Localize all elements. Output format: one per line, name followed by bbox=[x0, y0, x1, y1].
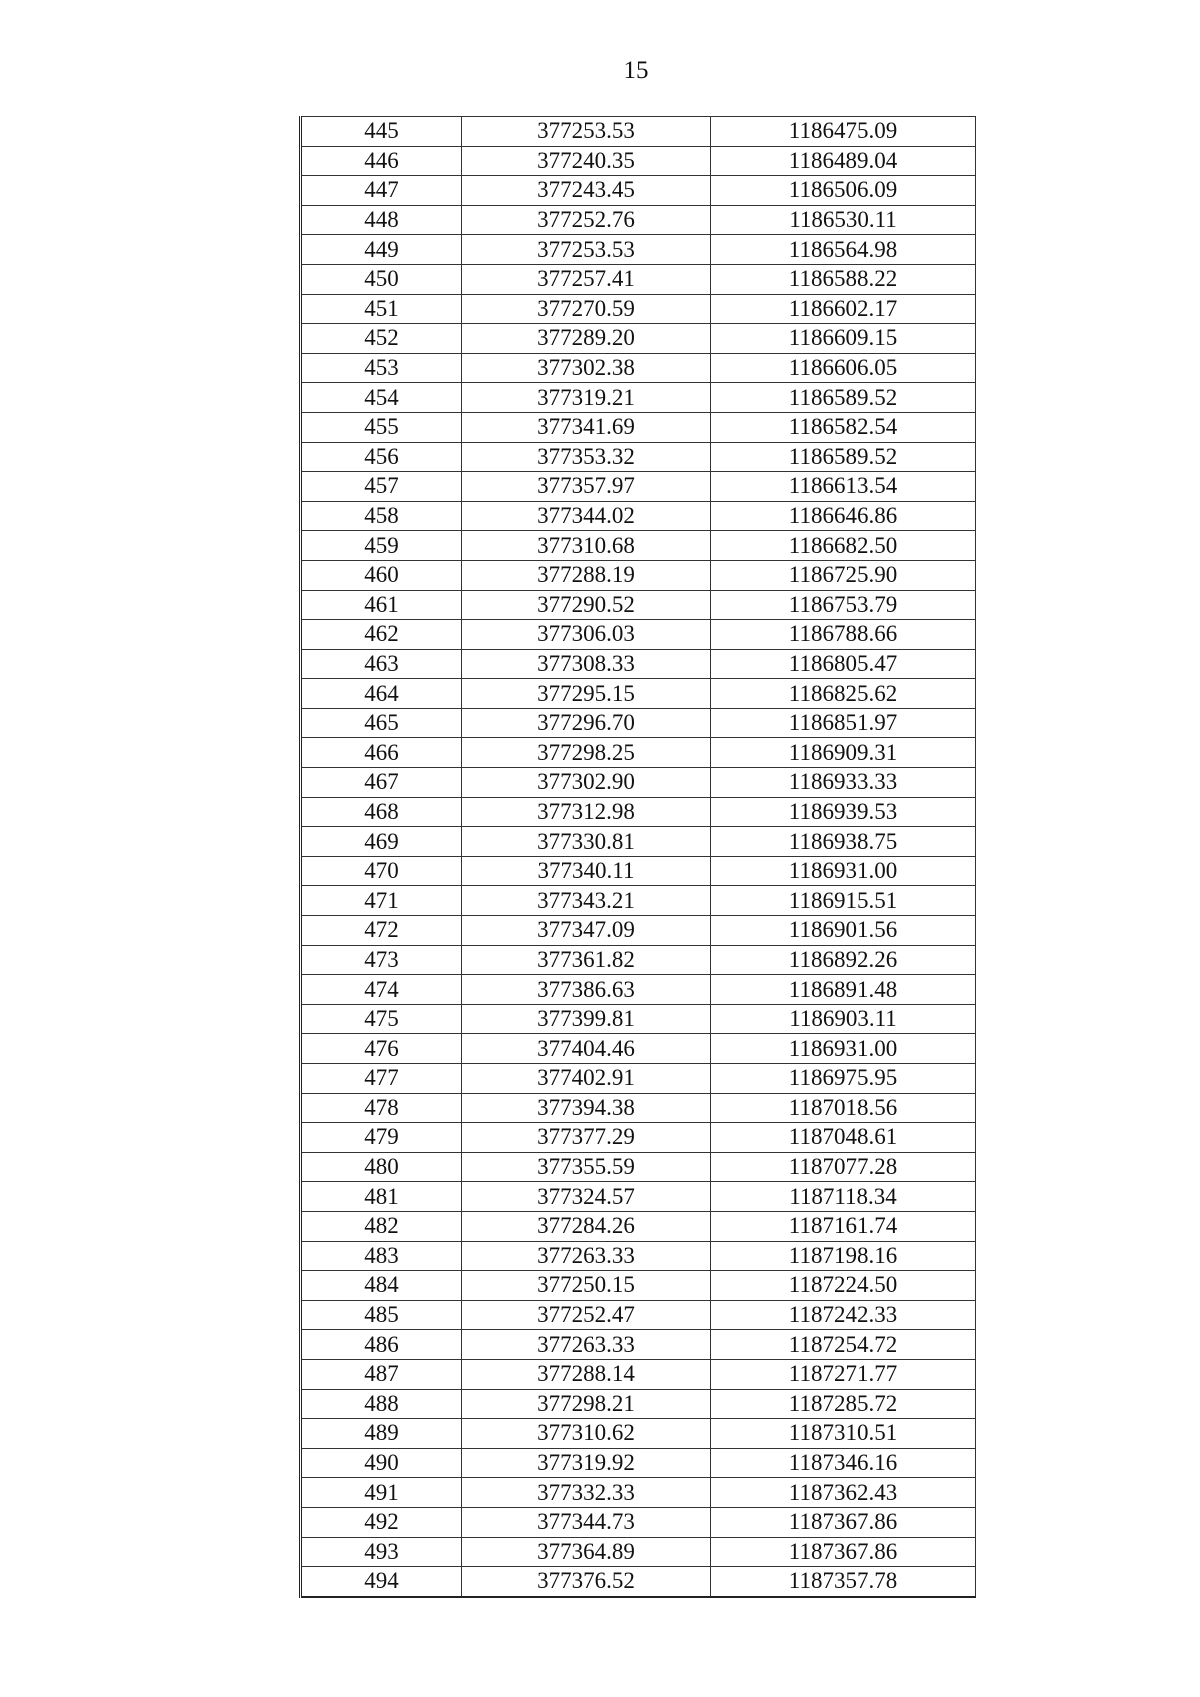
point-number-cell: 473 bbox=[301, 945, 462, 975]
point-number-cell: 488 bbox=[301, 1389, 462, 1419]
y-coordinate-cell: 1186489.04 bbox=[711, 146, 976, 176]
x-coordinate-cell: 377399.81 bbox=[462, 1004, 711, 1034]
table-row bbox=[301, 975, 976, 1005]
y-coordinate-cell: 1186646.86 bbox=[711, 501, 976, 531]
point-number-cell: 457 bbox=[301, 472, 462, 502]
table-row bbox=[301, 176, 976, 206]
point-number-cell: 485 bbox=[301, 1300, 462, 1330]
point-number-cell: 474 bbox=[301, 975, 462, 1005]
table-row bbox=[301, 708, 976, 738]
table-row bbox=[301, 1419, 976, 1449]
point-number-cell: 464 bbox=[301, 679, 462, 709]
point-number-cell: 455 bbox=[301, 412, 462, 442]
point-number-cell: 490 bbox=[301, 1448, 462, 1478]
y-coordinate-cell: 1187198.16 bbox=[711, 1241, 976, 1271]
y-coordinate-cell: 1186530.11 bbox=[711, 205, 976, 235]
y-coordinate-cell: 1187310.51 bbox=[711, 1419, 976, 1449]
x-coordinate-cell: 377253.53 bbox=[462, 117, 711, 147]
table-row bbox=[301, 1389, 976, 1419]
point-number-cell: 460 bbox=[301, 560, 462, 590]
point-number-cell: 481 bbox=[301, 1182, 462, 1212]
x-coordinate-cell: 377404.46 bbox=[462, 1034, 711, 1064]
y-coordinate-cell: 1187118.34 bbox=[711, 1182, 976, 1212]
point-number-cell: 459 bbox=[301, 531, 462, 561]
table-row bbox=[301, 916, 976, 946]
y-coordinate-cell: 1186613.54 bbox=[711, 472, 976, 502]
x-coordinate-cell: 377377.29 bbox=[462, 1123, 711, 1153]
y-coordinate-cell: 1186753.79 bbox=[711, 590, 976, 620]
x-coordinate-cell: 377344.02 bbox=[462, 501, 711, 531]
table-row bbox=[301, 1359, 976, 1389]
point-number-cell: 466 bbox=[301, 738, 462, 768]
point-number-cell: 484 bbox=[301, 1271, 462, 1301]
point-number-cell: 491 bbox=[301, 1478, 462, 1508]
y-coordinate-cell: 1187242.33 bbox=[711, 1300, 976, 1330]
point-number-cell: 462 bbox=[301, 620, 462, 650]
x-coordinate-cell: 377364.89 bbox=[462, 1537, 711, 1567]
point-number-cell: 467 bbox=[301, 768, 462, 798]
x-coordinate-cell: 377284.26 bbox=[462, 1211, 711, 1241]
x-coordinate-cell: 377250.15 bbox=[462, 1271, 711, 1301]
x-coordinate-cell: 377295.15 bbox=[462, 679, 711, 709]
y-coordinate-cell: 1186892.26 bbox=[711, 945, 976, 975]
point-number-cell: 479 bbox=[301, 1123, 462, 1153]
y-coordinate-cell: 1186931.00 bbox=[711, 856, 976, 886]
x-coordinate-cell: 377341.69 bbox=[462, 412, 711, 442]
x-coordinate-cell: 377240.35 bbox=[462, 146, 711, 176]
x-coordinate-cell: 377290.52 bbox=[462, 590, 711, 620]
table-row bbox=[301, 294, 976, 324]
table-row bbox=[301, 1064, 976, 1094]
y-coordinate-cell: 1186564.98 bbox=[711, 235, 976, 265]
table-row bbox=[301, 886, 976, 916]
table-row bbox=[301, 146, 976, 176]
y-coordinate-cell: 1186602.17 bbox=[711, 294, 976, 324]
point-number-cell: 456 bbox=[301, 442, 462, 472]
point-number-cell: 452 bbox=[301, 324, 462, 354]
table-row bbox=[301, 412, 976, 442]
table-row bbox=[301, 1537, 976, 1567]
table-row bbox=[301, 1567, 976, 1597]
x-coordinate-cell: 377270.59 bbox=[462, 294, 711, 324]
point-number-cell: 483 bbox=[301, 1241, 462, 1271]
point-number-cell: 454 bbox=[301, 383, 462, 413]
table-row bbox=[301, 1034, 976, 1064]
point-number-cell: 489 bbox=[301, 1419, 462, 1449]
x-coordinate-cell: 377376.52 bbox=[462, 1567, 711, 1597]
y-coordinate-cell: 1186975.95 bbox=[711, 1064, 976, 1094]
point-number-cell: 493 bbox=[301, 1537, 462, 1567]
table-row bbox=[301, 945, 976, 975]
x-coordinate-cell: 377402.91 bbox=[462, 1064, 711, 1094]
x-coordinate-cell: 377298.25 bbox=[462, 738, 711, 768]
x-coordinate-cell: 377394.38 bbox=[462, 1093, 711, 1123]
x-coordinate-cell: 377263.33 bbox=[462, 1330, 711, 1360]
table-row bbox=[301, 1330, 976, 1360]
x-coordinate-cell: 377355.59 bbox=[462, 1152, 711, 1182]
x-coordinate-cell: 377343.21 bbox=[462, 886, 711, 916]
y-coordinate-cell: 1186475.09 bbox=[711, 117, 976, 147]
table-row bbox=[301, 205, 976, 235]
y-coordinate-cell: 1186725.90 bbox=[711, 560, 976, 590]
x-coordinate-cell: 377298.21 bbox=[462, 1389, 711, 1419]
x-coordinate-cell: 377357.97 bbox=[462, 472, 711, 502]
x-coordinate-cell: 377353.32 bbox=[462, 442, 711, 472]
page-number: 15 bbox=[623, 57, 649, 84]
table-row bbox=[301, 1182, 976, 1212]
y-coordinate-cell: 1186933.33 bbox=[711, 768, 976, 798]
y-coordinate-cell: 1187357.78 bbox=[711, 1567, 976, 1597]
table-row bbox=[301, 738, 976, 768]
y-coordinate-cell: 1186682.50 bbox=[711, 531, 976, 561]
table-row bbox=[301, 1478, 976, 1508]
y-coordinate-cell: 1186939.53 bbox=[711, 797, 976, 827]
table-row bbox=[301, 383, 976, 413]
x-coordinate-cell: 377253.53 bbox=[462, 235, 711, 265]
table-row bbox=[301, 768, 976, 798]
x-coordinate-cell: 377302.38 bbox=[462, 353, 711, 383]
table-row bbox=[301, 117, 976, 147]
point-number-cell: 471 bbox=[301, 886, 462, 916]
y-coordinate-cell: 1187367.86 bbox=[711, 1537, 976, 1567]
point-number-cell: 469 bbox=[301, 827, 462, 857]
y-coordinate-cell: 1186589.52 bbox=[711, 442, 976, 472]
table-row bbox=[301, 1448, 976, 1478]
x-coordinate-cell: 377319.92 bbox=[462, 1448, 711, 1478]
point-number-cell: 447 bbox=[301, 176, 462, 206]
y-coordinate-cell: 1186606.05 bbox=[711, 353, 976, 383]
table-row bbox=[301, 442, 976, 472]
table-row bbox=[301, 324, 976, 354]
x-coordinate-cell: 377257.41 bbox=[462, 264, 711, 294]
y-coordinate-cell: 1187367.86 bbox=[711, 1507, 976, 1537]
table-row bbox=[301, 1271, 976, 1301]
x-coordinate-cell: 377361.82 bbox=[462, 945, 711, 975]
table-row bbox=[301, 235, 976, 265]
y-coordinate-cell: 1187346.16 bbox=[711, 1448, 976, 1478]
y-coordinate-cell: 1186825.62 bbox=[711, 679, 976, 709]
y-coordinate-cell: 1186891.48 bbox=[711, 975, 976, 1005]
x-coordinate-cell: 377310.68 bbox=[462, 531, 711, 561]
table-row bbox=[301, 560, 976, 590]
y-coordinate-cell: 1187271.77 bbox=[711, 1359, 976, 1389]
y-coordinate-cell: 1187285.72 bbox=[711, 1389, 976, 1419]
point-number-cell: 445 bbox=[301, 117, 462, 147]
y-coordinate-cell: 1187362.43 bbox=[711, 1478, 976, 1508]
point-number-cell: 477 bbox=[301, 1064, 462, 1094]
point-number-cell: 476 bbox=[301, 1034, 462, 1064]
y-coordinate-cell: 1187224.50 bbox=[711, 1271, 976, 1301]
coordinates-table bbox=[299, 116, 976, 1598]
x-coordinate-cell: 377302.90 bbox=[462, 768, 711, 798]
x-coordinate-cell: 377330.81 bbox=[462, 827, 711, 857]
y-coordinate-cell: 1186903.11 bbox=[711, 1004, 976, 1034]
x-coordinate-cell: 377252.47 bbox=[462, 1300, 711, 1330]
table-row bbox=[301, 827, 976, 857]
point-number-cell: 482 bbox=[301, 1211, 462, 1241]
x-coordinate-cell: 377386.63 bbox=[462, 975, 711, 1005]
x-coordinate-cell: 377252.76 bbox=[462, 205, 711, 235]
point-number-cell: 458 bbox=[301, 501, 462, 531]
y-coordinate-cell: 1186909.31 bbox=[711, 738, 976, 768]
point-number-cell: 468 bbox=[301, 797, 462, 827]
x-coordinate-cell: 377319.21 bbox=[462, 383, 711, 413]
y-coordinate-cell: 1187254.72 bbox=[711, 1330, 976, 1360]
y-coordinate-cell: 1186589.52 bbox=[711, 383, 976, 413]
point-number-cell: 486 bbox=[301, 1330, 462, 1360]
table-row bbox=[301, 590, 976, 620]
point-number-cell: 461 bbox=[301, 590, 462, 620]
point-number-cell: 492 bbox=[301, 1507, 462, 1537]
x-coordinate-cell: 377263.33 bbox=[462, 1241, 711, 1271]
y-coordinate-cell: 1186609.15 bbox=[711, 324, 976, 354]
table-row bbox=[301, 1152, 976, 1182]
table-row bbox=[301, 1300, 976, 1330]
x-coordinate-cell: 377306.03 bbox=[462, 620, 711, 650]
x-coordinate-cell: 377347.09 bbox=[462, 916, 711, 946]
x-coordinate-cell: 377310.62 bbox=[462, 1419, 711, 1449]
y-coordinate-cell: 1186851.97 bbox=[711, 708, 976, 738]
y-coordinate-cell: 1186938.75 bbox=[711, 827, 976, 857]
table-row bbox=[301, 1211, 976, 1241]
table-row bbox=[301, 472, 976, 502]
x-coordinate-cell: 377288.14 bbox=[462, 1359, 711, 1389]
y-coordinate-cell: 1186506.09 bbox=[711, 176, 976, 206]
y-coordinate-cell: 1187048.61 bbox=[711, 1123, 976, 1153]
point-number-cell: 463 bbox=[301, 649, 462, 679]
x-coordinate-cell: 377308.33 bbox=[462, 649, 711, 679]
table-body bbox=[301, 117, 976, 1597]
y-coordinate-cell: 1186805.47 bbox=[711, 649, 976, 679]
point-number-cell: 487 bbox=[301, 1359, 462, 1389]
table-row bbox=[301, 501, 976, 531]
table-row bbox=[301, 1507, 976, 1537]
table-row bbox=[301, 1093, 976, 1123]
table-row bbox=[301, 797, 976, 827]
table-row bbox=[301, 1241, 976, 1271]
table-row bbox=[301, 620, 976, 650]
point-number-cell: 450 bbox=[301, 264, 462, 294]
y-coordinate-cell: 1187077.28 bbox=[711, 1152, 976, 1182]
point-number-cell: 472 bbox=[301, 916, 462, 946]
table-row bbox=[301, 531, 976, 561]
y-coordinate-cell: 1186582.54 bbox=[711, 412, 976, 442]
table-row bbox=[301, 1004, 976, 1034]
point-number-cell: 449 bbox=[301, 235, 462, 265]
x-coordinate-cell: 377296.70 bbox=[462, 708, 711, 738]
table-row bbox=[301, 679, 976, 709]
x-coordinate-cell: 377340.11 bbox=[462, 856, 711, 886]
point-number-cell: 475 bbox=[301, 1004, 462, 1034]
y-coordinate-cell: 1187018.56 bbox=[711, 1093, 976, 1123]
x-coordinate-cell: 377324.57 bbox=[462, 1182, 711, 1212]
x-coordinate-cell: 377243.45 bbox=[462, 176, 711, 206]
point-number-cell: 478 bbox=[301, 1093, 462, 1123]
x-coordinate-cell: 377288.19 bbox=[462, 560, 711, 590]
point-number-cell: 451 bbox=[301, 294, 462, 324]
x-coordinate-cell: 377332.33 bbox=[462, 1478, 711, 1508]
table-row bbox=[301, 856, 976, 886]
point-number-cell: 494 bbox=[301, 1567, 462, 1597]
point-number-cell: 446 bbox=[301, 146, 462, 176]
table-row bbox=[301, 353, 976, 383]
x-coordinate-cell: 377289.20 bbox=[462, 324, 711, 354]
y-coordinate-cell: 1187161.74 bbox=[711, 1211, 976, 1241]
x-coordinate-cell: 377344.73 bbox=[462, 1507, 711, 1537]
point-number-cell: 465 bbox=[301, 708, 462, 738]
point-number-cell: 448 bbox=[301, 205, 462, 235]
x-coordinate-cell: 377312.98 bbox=[462, 797, 711, 827]
y-coordinate-cell: 1186915.51 bbox=[711, 886, 976, 916]
y-coordinate-cell: 1186588.22 bbox=[711, 264, 976, 294]
y-coordinate-cell: 1186901.56 bbox=[711, 916, 976, 946]
y-coordinate-cell: 1186931.00 bbox=[711, 1034, 976, 1064]
point-number-cell: 453 bbox=[301, 353, 462, 383]
table-row bbox=[301, 264, 976, 294]
table-row bbox=[301, 649, 976, 679]
point-number-cell: 470 bbox=[301, 856, 462, 886]
point-number-cell: 480 bbox=[301, 1152, 462, 1182]
y-coordinate-cell: 1186788.66 bbox=[711, 620, 976, 650]
table-row bbox=[301, 1123, 976, 1153]
